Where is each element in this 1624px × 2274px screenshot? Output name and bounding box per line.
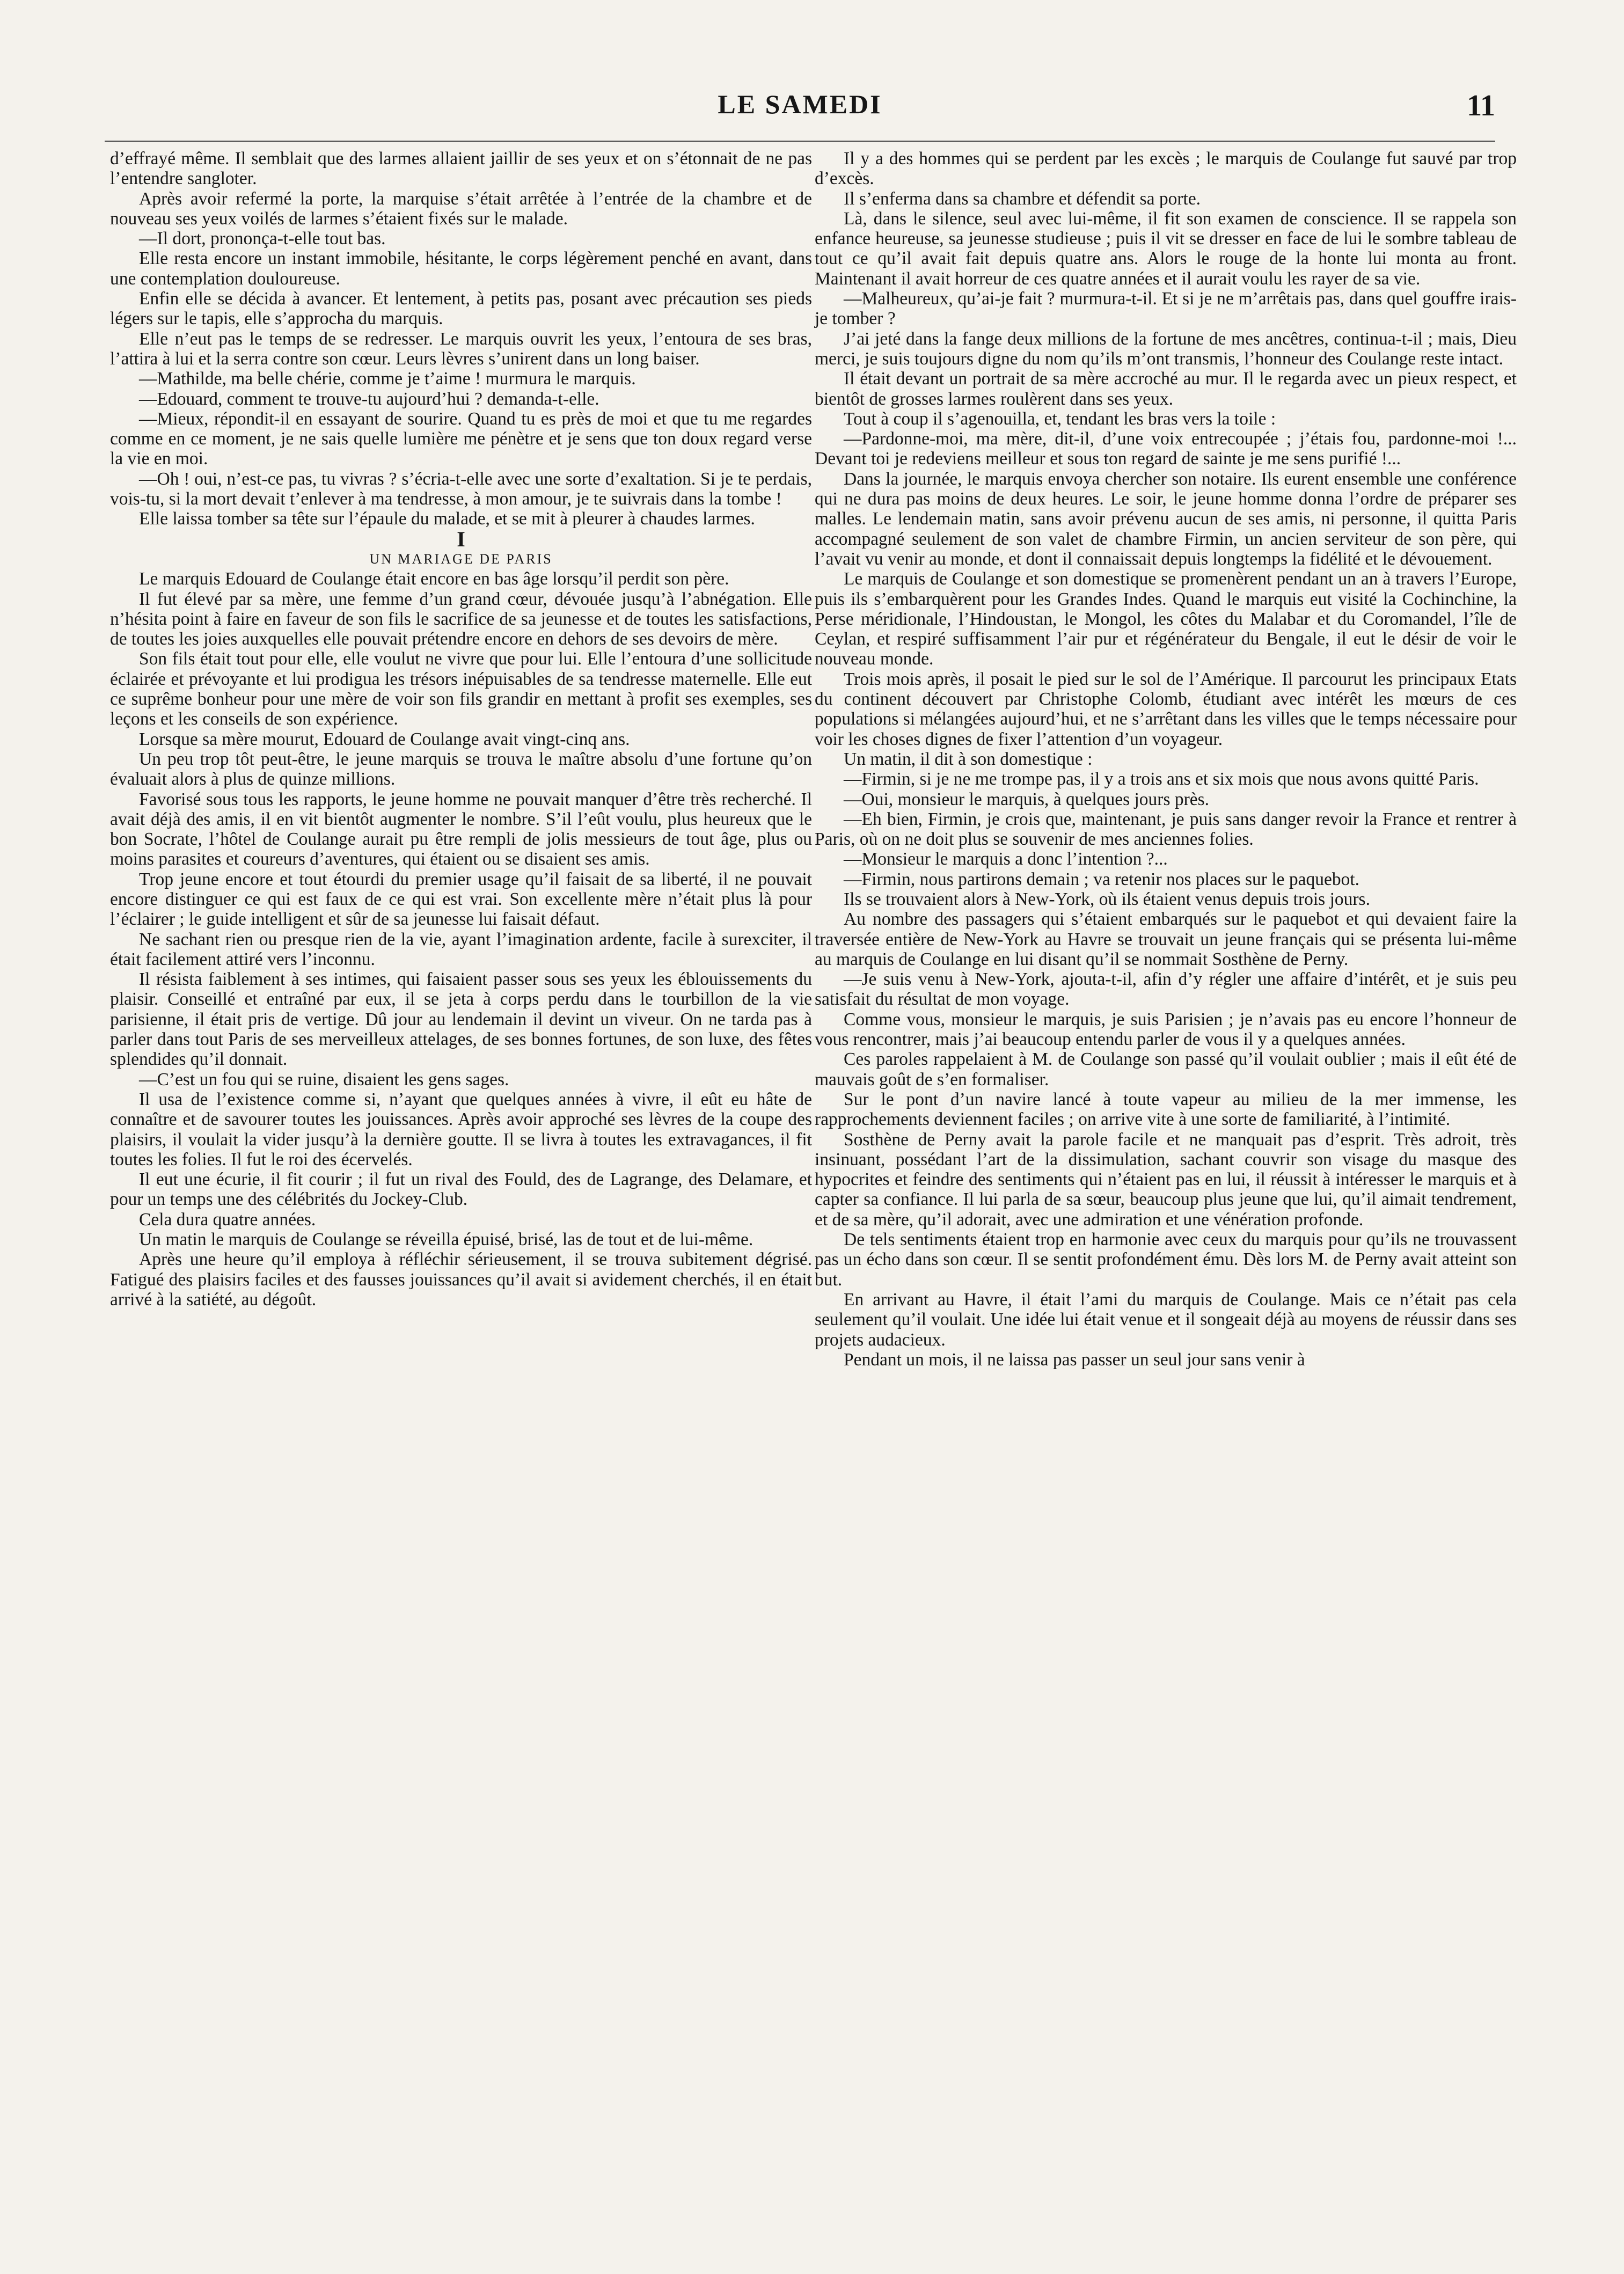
paragraph: En arrivant au Havre, il était l’ami du marquis de Coulange. Mais ce n’était pas cela seulement qu’il voulait. Une idée lui était venue et il songeait déjà au moyens de réussir dans ses projets audacieux.	[815, 1289, 1517, 1350]
paragraph: Sur le pont d’un navire lancé à toute vapeur au milieu de la mer immense, les rapprochements deviennent faciles ; on arrive vite à une sorte de familiarité, à l’intimité.	[815, 1089, 1517, 1130]
paragraph: Le marquis de Coulange et son domestique se promenèrent pendant un an à travers l’Europe, puis ils s’embarquèrent pour les Grandes Indes. Quand le marquis eut visité la Cochinchine, la Perse méridionale, l’Hindoustan, le Mongol, les côtes du Malabar et du Coromandel, l’île de Ceylan, et respiré suffisamment l’air pur et régénérateur du Bengale, il eut le désir de voir le nouveau monde.	[815, 569, 1517, 669]
paragraph: Le marquis Edouard de Coulange était encore en bas âge lorsqu’il perdit son père.	[139, 569, 729, 589]
paragraph: d’effrayé même. Il semblait que des larmes allaient jaillir de ses yeux et on s’étonnait de ne pas l’entendre sangloter.	[110, 149, 812, 189]
paragraph: Il s’enferma dans sa chambre et défendit sa porte.	[844, 188, 1201, 209]
paragraph: Tout à coup il s’agenouilla, et, tendant les bras vers la toile :	[844, 408, 1276, 429]
paragraph: Cela dura quatre années.	[139, 1209, 316, 1230]
paragraph: —Monsieur le marquis a donc l’intention ?...	[844, 849, 1168, 869]
paragraph: Elle resta encore un instant immobile, hésitante, le corps légèrement penché en avant, dans une contemplation douloureuse.	[110, 248, 812, 289]
paragraph: Un matin le marquis de Coulange se réveilla épuisé, brisé, las de tout et de lui-même.	[139, 1230, 754, 1250]
paragraph: —Oh ! oui, n’est-ce pas, tu vivras ? s’écria-t-elle avec une sorte d’exaltation. Si je te perdais, vois-tu, si la mort devait t’enlever à ma tendresse, à mon amour, je te suivrais dans la tombe !	[110, 469, 812, 509]
paragraph: —Je suis venu à New-York, ajouta-t-il, afin d’y régler une affaire d’intérêt, et je suis peu satisfait du résultat de mon voyage.	[815, 969, 1517, 1010]
journal-title: LE SAMEDI	[718, 89, 882, 119]
paragraph: Il y a des hommes qui se perdent par les excès ; le marquis de Coulange fut sauvé par trop d’excès.	[815, 149, 1517, 189]
paragraph: Ces paroles rappelaient à M. de Coulange son passé qu’il voulait oublier ; mais il eût été de mauvais goût de s’en formaliser.	[815, 1049, 1517, 1090]
paragraph: —Edouard, comment te trouve-tu aujourd’hui ? demanda-t-elle.	[139, 389, 599, 409]
paragraph: J’ai jeté dans la fange deux millions de la fortune de mes ancêtres, continua-t-il ; mais, Dieu merci, je suis toujours digne du nom qu’ils m’ont transmis, l’honneur des Coulange reste intact.	[815, 328, 1517, 369]
paragraph: —Mieux, répondit-il en essayant de sourire. Quand tu es près de moi et que tu me regardes comme en ce moment, je ne sais quelle lumière me pénètre et je sens que ton doux regard verse la vie en moi.	[110, 408, 812, 469]
paragraph: Elle laissa tomber sa tête sur l’épaule du malade, et se mit à pleurer à chaudes larmes.	[139, 509, 755, 529]
paragraph: Il était devant un portrait de sa mère accroché au mur. Il le regarda avec un pieux respect, et bientôt de grosses larmes roulèrent dans ses yeux.	[815, 369, 1517, 409]
paragraph: Il résista faiblement à ses intimes, qui faisaient passer sous ses yeux les éblouissements du plaisir. Conseillé et entraîné par eux, il se jeta à corps perdu dans le tourbillon de la vie parisienne, il était pris de vertige. Dû jour au lendemain il devint un viveur. On ne tarda pas à parler dans tout Paris de ses merveilleux attelages, de ses bonnes fortunes, de son luxe, des fêtes splendides qu’il donnait.	[110, 969, 812, 1070]
left-column	[110, 149, 812, 1310]
paragraph: —Mathilde, ma belle chérie, comme je t’aime ! murmura le marquis.	[139, 369, 636, 389]
paragraph: Après avoir refermé la porte, la marquise s’était arrêtée à l’entrée de la chambre et de nouveau ses yeux voilés de larmes s’étaient fixés sur le malade.	[110, 188, 812, 229]
paragraph: —Eh bien, Firmin, je crois que, maintenant, je puis sans danger revoir la France et rentrer à Paris, où on ne doit plus se souvenir de mes anciennes folies.	[815, 809, 1517, 850]
paragraph: Là, dans le silence, seul avec lui-même, il fit son examen de conscience. Il se rappela son enfance heureuse, sa jeunesse studieuse ; puis il vit se dresser en face de lui le sombre tableau de tout ce qu’il avait fait depuis quatre ans. Alors le rouge de la honte lui monta au front. Maintenant il avait horreur de ces quatre années et il aurait voulu les rayer de sa vie.	[815, 208, 1517, 289]
page-number: 11	[1467, 89, 1495, 122]
paragraph: Comme vous, monsieur le marquis, je suis Parisien ; je n’avais pas eu encore l’honneur de vous rencontrer, mais j’ai beaucoup entendu parler de vous il y a quelques années.	[815, 1009, 1517, 1050]
paragraph: —Il dort, prononça-t-elle tout bas.	[139, 229, 386, 249]
paragraph: Il eut une écurie, il fit courir ; il fut un rival des Fould, des de Lagrange, des Delamare, et pour un temps une des célébrités du Jockey-Club.	[110, 1169, 812, 1210]
paragraph: Un peu trop tôt peut-être, le jeune marquis se trouva le maître absolu d’une fortune qu’on évaluait alors à plus de quinze millions.	[110, 749, 812, 789]
paragraph: Dans la journée, le marquis envoya chercher son notaire. Ils eurent ensemble une conférence qui ne dura pas moins de deux heures. Le soir, le jeune homme donna l’ordre de préparer ses malles. Le lendemain matin, sans avoir prévenu aucun de ses amis, ni personne, il quitta Paris accompagné seulement de son valet de chambre Firmin, un ancien serviteur de son père, qui l’avait vu venir au monde, et dont il connaissait depuis longtemps la fidélité et le dévouement.	[815, 469, 1517, 569]
paragraph: Ne sachant rien ou presque rien de la vie, ayant l’imagination ardente, facile à surexciter, il était facilement attiré vers l’inconnu.	[110, 929, 812, 969]
paragraph: Enfin elle se décida à avancer. Et lentement, à petits pas, posant avec précaution ses pieds légers sur le tapis, elle s’approcha du marquis.	[110, 289, 812, 329]
paragraph: —Oui, monsieur le marquis, à quelques jours près.	[844, 789, 1210, 809]
right-column	[815, 149, 1517, 1370]
paragraph: Lorsque sa mère mourut, Edouard de Coulange avait vingt-cinq ans.	[139, 729, 630, 749]
paragraph: Pendant un mois, il ne laissa pas passer un seul jour sans venir à	[844, 1349, 1305, 1370]
paragraph: Son fils était tout pour elle, elle voulut ne vivre que pour lui. Elle l’entoura d’une sollicitude éclairée et prévoyante et lui prodigua les trésors inépuisables de sa tendresse maternelle. Elle eut ce suprême bonheur pour une mère de voir son fils grandir en mettant à profit ses exemples, ses leçons et les conseils de son expérience.	[110, 649, 812, 729]
paragraph: Au nombre des passagers qui s’étaient embarqués sur le paquebot et qui devaient faire la traversée entière de New-York au Havre se trouvait un jeune français qui se présenta lui-même au marquis de Coulange en lui disant qu’il se nommait Sosthène de Perny.	[815, 909, 1517, 969]
paragraph: —C’est un fou qui se ruine, disaient les gens sages.	[139, 1069, 509, 1090]
paragraph: Il fut élevé par sa mère, une femme d’un grand cœur, dévouée jusqu’à l’abnégation. Elle n’hésita point à faire en faveur de son fils le sacrifice de sa jeunesse et de toutes les satisfactions, de toutes les joies auxquelles elle pouvait prétendre encore en dehors de ses devoirs de mère.	[110, 589, 812, 649]
paragraph: Un matin, il dit à son domestique :	[844, 749, 1093, 769]
page-header	[105, 89, 1495, 131]
paragraph: Il usa de l’existence comme si, n’ayant que quelques années à vivre, il eût eu hâte de connaître et de savourer toutes les jouissances. Après avoir approché ses lèvres de la coupe des plaisirs, il voulait la vider jusqu’à la dernière goutte. Il se livra à toutes les extravagances, il fit toutes les folies. Il fut le roi des écervelés.	[110, 1089, 812, 1169]
paragraph: —Malheureux, qu’ai-je fait ? murmura-t-il. Et si je ne m’arrêtais pas, dans quel gouffre irais-je tomber ?	[815, 289, 1517, 329]
paragraph: —Pardonne-moi, ma mère, dit-il, d’une voix entrecoupée ; j’étais fou, pardonne-moi !... Devant toi je redeviens meilleur et sous ton regard de sainte je me sens purifié !...	[815, 429, 1517, 469]
paragraph: Ils se trouvaient alors à New-York, où ils étaient venus depuis trois jours.	[844, 889, 1370, 909]
paragraph: Trois mois après, il posait le pied sur le sol de l’Amérique. Il parcourut les principaux Etats du continent découvert par Christophe Colomb, étudiant avec intérêt les mœurs de ces populations si mélangées aujourd’hui, et ne s’arrêtant dans les villes que le temps nécessaire pour voir les choses dignes de fixer l’attention d’un voyageur.	[815, 669, 1517, 749]
paragraph: —Firmin, si je ne me trompe pas, il y a trois ans et six mois que nous avons quitté Paris.	[844, 769, 1479, 789]
chapter-title: UN MARIAGE DE PARIS	[369, 551, 553, 567]
paragraph: Trop jeune encore et tout étourdi du premier usage qu’il faisait de sa liberté, il ne pouvait encore distinguer ce qui est faux de ce qui est vrai. Son excellente mère n’était plus là pour l’éclairer ; le guide intelligent et sûr de sa jeunesse lui faisait défaut.	[110, 869, 812, 930]
paragraph: Sosthène de Perny avait la parole facile et ne manquait pas d’esprit. Très adroit, très insinuant, possédant l’art de la dissimulation, sachant couvrir son visage du masque des hypocrites et feindre des sentiments qui n’étaient pas en lui, il réussit à intéresser le marquis et à capter sa confiance. Il lui parla de sa sœur, beaucoup plus jeune que lui, qu’il aimait tendrement, et de sa mère, qu’il adorait, avec une admiration et une vénération profonde.	[815, 1129, 1517, 1230]
paragraph: Après une heure qu’il employa à réfléchir sérieusement, il se trouva subitement dégrisé. Fatigué des plaisirs faciles et des fausses jouissances qu’il avait si avidement cherchés, il en était arrivé à la satiété, au dégoût.	[110, 1249, 812, 1310]
chapter-number: I	[457, 527, 465, 551]
paragraph: De tels sentiments étaient trop en harmonie avec ceux du marquis pour qu’ils ne trouvassent pas un écho dans son cœur. Il se sentit profondément ému. Dès lors M. de Perny avait atteint son but.	[815, 1230, 1517, 1290]
header-rule	[105, 141, 1495, 142]
paragraph: —Firmin, nous partirons demain ; va retenir nos places sur le paquebot.	[844, 869, 1360, 889]
paragraph: Elle n’eut pas le temps de se redresser. Le marquis ouvrit les yeux, l’entoura de ses bras, l’attira à lui et la serra contre son cœur. Leurs lèvres s’unirent dans un long baiser.	[110, 328, 812, 369]
paragraph: Favorisé sous tous les rapports, le jeune homme ne pouvait manquer d’être très recherché. Il avait déjà des amis, il en vit bientôt augmenter le nombre. S’il l’eût voulu, plus heureux que le bon Socrate, l’hôtel de Coulange aurait pu être rempli de jolis messieurs de tout âge, plus ou moins parasites et coureurs d’aventures, qui étaient ou se disaient ses amis.	[110, 789, 812, 869]
